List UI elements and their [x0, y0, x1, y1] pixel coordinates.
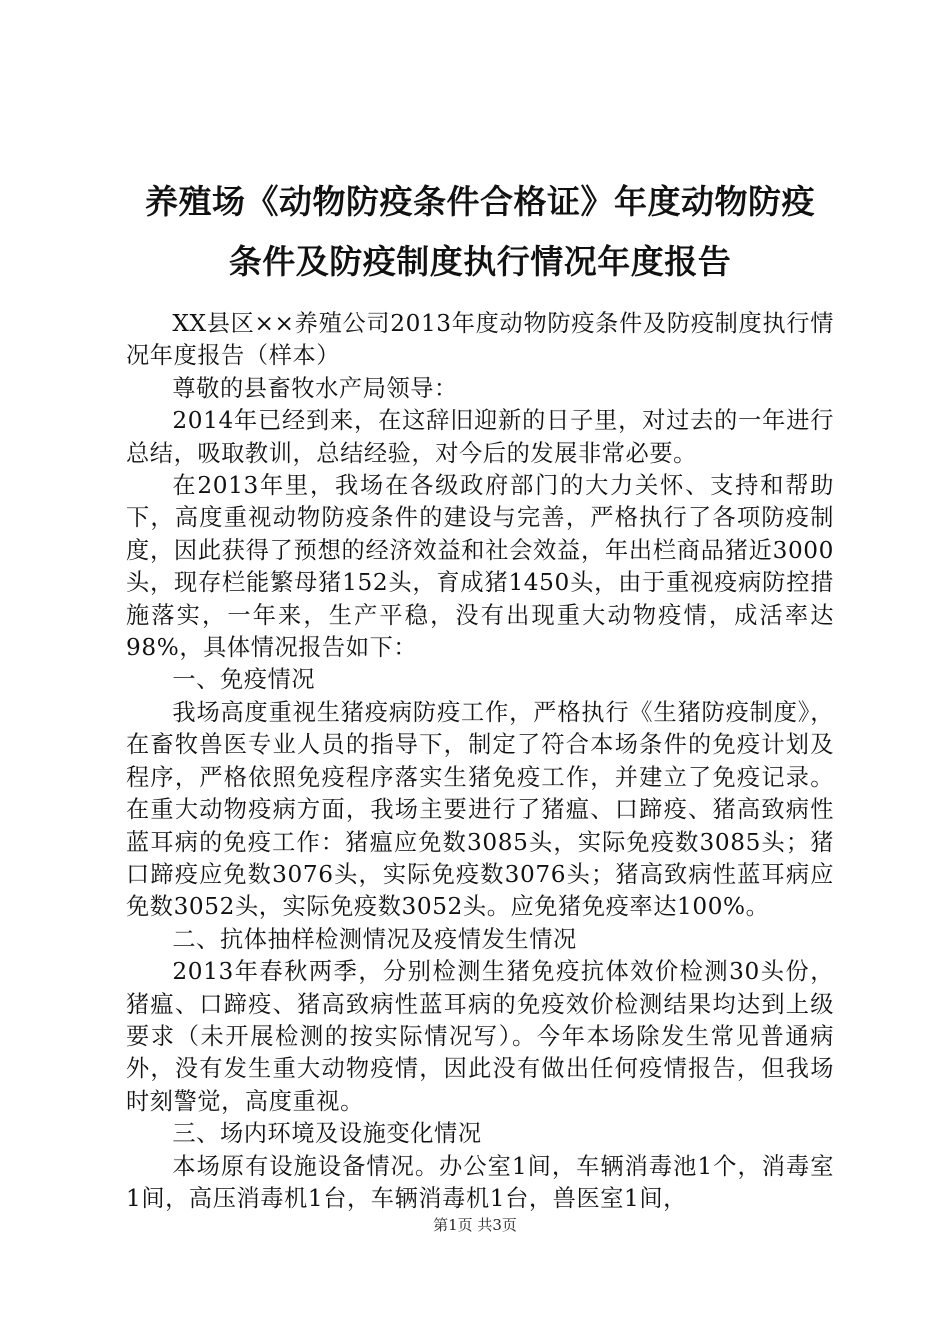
title-line-1: 养殖场《动物防疫条件合格证》年度动物防疫 — [145, 182, 815, 221]
report-heading-paragraph: XX县区××养殖公司2013年度动物防疫条件及防疫制度执行情况年度报告（样本） — [126, 310, 834, 370]
immunization-paragraph: 我场高度重视生猪疫病防疫工作，严格执行《生猪防疫制度》，在畜牧兽医专业人员的指导下，制定了符合本场条件的免疫计划及程序，严格依照免疫程序落实生猪免疫工作，并建立了免疫记录。在重大动物疫病方面，我场主要进行了猪瘟、口蹄疫、猪高致病性蓝耳病的免疫工作：猪瘟应免数3085头，实际免疫数3085头；猪口蹄疫应免数3076头，实际免疫数3076头；猪高致病性蓝耳病应免数3052头，实际免疫数3052头。应免猪免疫率达100%。 — [126, 698, 834, 921]
section-heading-environment: 三、场内环境及设施变化情况 — [172, 1120, 482, 1148]
document-title — [126, 172, 834, 292]
document-page — [126, 172, 834, 1215]
section-heading-immunization: 一、免疫情况 — [172, 666, 316, 694]
salutation: 尊敬的县畜牧水产局领导： — [172, 374, 458, 402]
section-heading-antibody-testing: 二、抗体抽样检测情况及疫情发生情况 — [172, 925, 577, 953]
document-body — [126, 308, 834, 1215]
title-line-2: 条件及防疫制度执行情况年度报告 — [228, 242, 732, 281]
summary-paragraph: 在2013年里，我场在各级政府部门的大力关怀、支持和帮助下，高度重视动物防疫条件的建设与完善，严格执行了各项防疫制度，因此获得了预想的经济效益和社会效益，年出栏商品猪近3000头，现存栏能繁母猪152头，育成猪1450头，由于重视疫病防控措施落实，一年来，生产平稳，没有出现重大动物疫情，成活率达98%，具体情况报告如下： — [126, 472, 834, 662]
environment-paragraph: 本场原有设施设备情况。办公室1间，车辆消毒池1个，消毒室1间，高压消毒机1台，车辆消毒机1台，兽医室1间， — [126, 1152, 834, 1212]
page-footer: 第1页 共3页 — [433, 1216, 517, 1234]
intro-paragraph: 2014年已经到来，在这辞旧迎新的日子里，对过去的一年进行总结，吸取教训，总结经验，对今后的发展非常必要。 — [126, 407, 834, 467]
antibody-testing-paragraph: 2013年春秋两季，分别检测生猪免疫抗体效价检测30头份，猪瘟、口蹄疫、猪高致病性蓝耳病的免疫效价检测结果均达到上级要求（未开展检测的按实际情况写）。今年本场除发生常见普通病外，没有发生重大动物疫情，因此没有做出任何疫情报告，但我场时刻警觉，高度重视。 — [126, 958, 834, 1115]
